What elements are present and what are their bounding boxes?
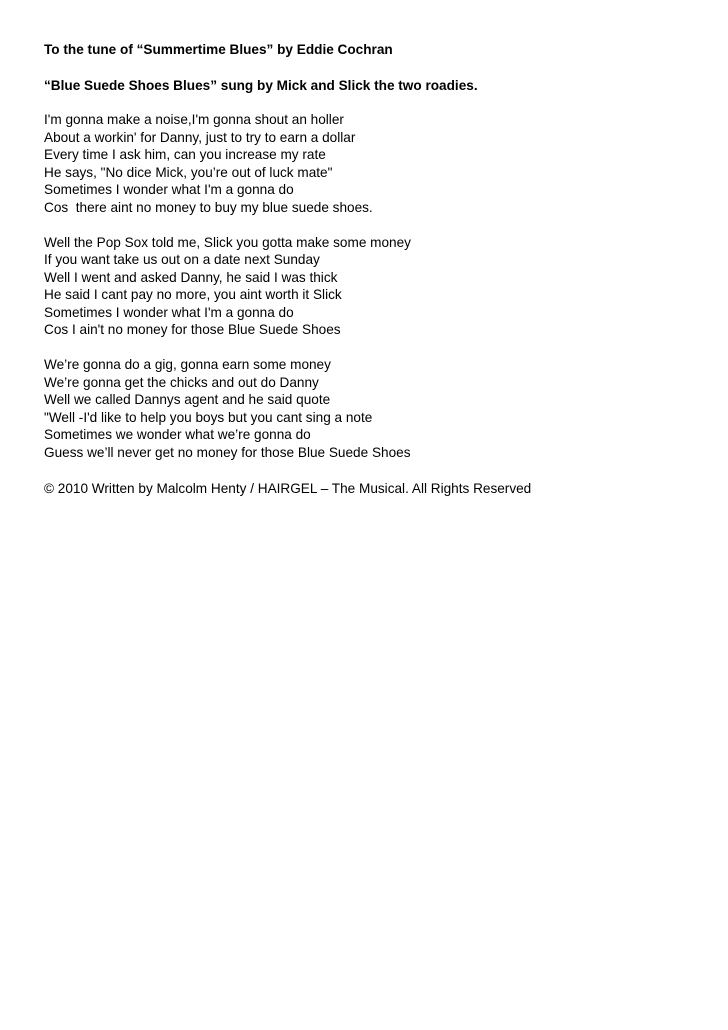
lyric-line: Well the Pop Sox told me, Slick you gotta make some money <box>44 234 411 250</box>
tune-heading: To the tune of “Summertime Blues” by Eddie Cochran <box>44 42 393 57</box>
lyric-line: Cos I ain't no money for those Blue Suede Shoes <box>44 322 341 337</box>
lyric-line: We’re gonna get the chicks and out do Danny <box>44 374 319 390</box>
lyrics-page <box>44 41 714 511</box>
lyric-line: Guess we’ll never get no money for those Blue Suede Shoes <box>44 444 411 460</box>
lyric-line: Sometimes I wonder what I'm a gonna do <box>44 182 294 197</box>
lyric-line: If you want take us out on a date next Sunday <box>44 252 320 267</box>
lyric-line: I'm gonna make a noise,I'm gonna shout an holler <box>44 112 344 127</box>
lyric-line: Well we called Dannys agent and he said quote <box>44 392 331 407</box>
lyric-line: He says, "No dice Mick, you’re out of luck mate" <box>44 164 333 180</box>
lyric-line: About a workin' for Danny, just to try to earn a dollar <box>44 129 356 145</box>
lyric-line: "Well -I'd like to help you boys but you cant sing a note <box>44 409 373 425</box>
lyric-line: Every time I ask him, can you increase my rate <box>44 147 326 162</box>
lyric-line: Sometimes I wonder what I'm a gonna do <box>44 304 294 320</box>
verse-3 <box>44 356 714 461</box>
song-title: “Blue Suede Shoes Blues” sung by Mick and Slick the two roadies. <box>44 77 478 93</box>
lyric-line: Well I went and asked Danny, he said I was thick <box>44 269 338 285</box>
lyric-line: We’re gonna do a gig, gonna earn some money <box>44 357 331 372</box>
copyright-notice: © 2010 Written by Malcolm Henty / HAIRGEL – The Musical. All Rights Reserved <box>44 481 532 496</box>
verse-2 <box>44 234 714 339</box>
lyric-line: He said I cant pay no more, you aint worth it Slick <box>44 287 342 302</box>
lyric-line: Cos there aint no money to buy my blue suede shoes. <box>44 199 373 215</box>
lyric-line: Sometimes we wonder what we’re gonna do <box>44 427 311 442</box>
verse-1 <box>44 111 714 216</box>
